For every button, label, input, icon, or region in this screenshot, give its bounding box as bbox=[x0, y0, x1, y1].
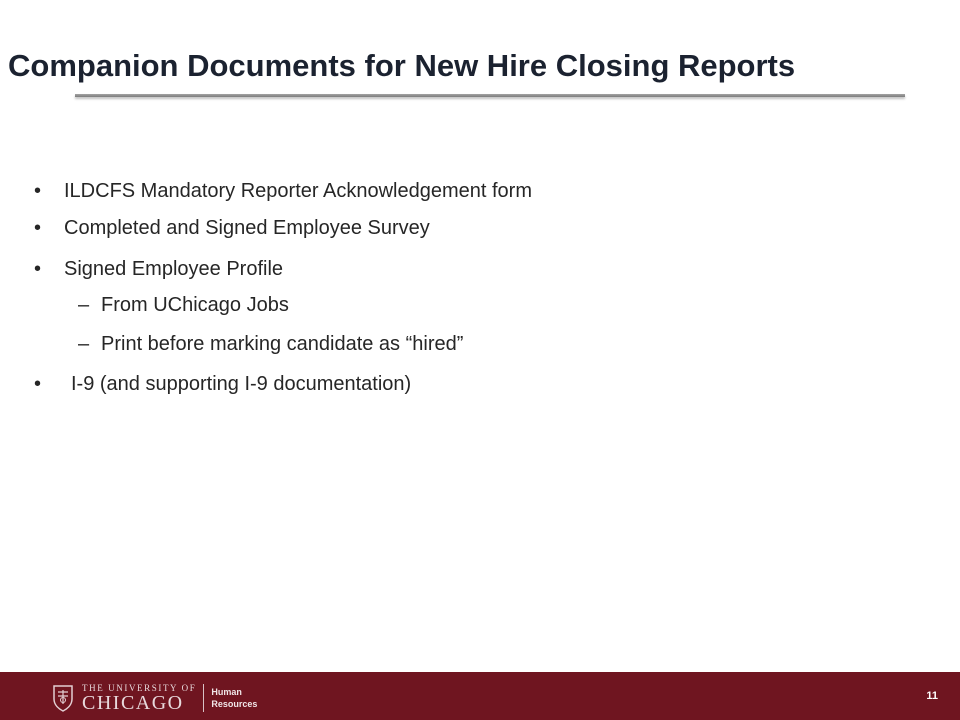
bullet-text: I-9 (and supporting I-9 documentation) bbox=[71, 373, 412, 395]
bullet-marker: • bbox=[34, 217, 42, 239]
logo-divider bbox=[203, 684, 204, 712]
bullet-text: Signed Employee Profile bbox=[64, 258, 284, 280]
page-number: 11 bbox=[926, 690, 938, 702]
footer-bar bbox=[0, 672, 960, 720]
department-line-2: Resources bbox=[211, 699, 258, 709]
department-name bbox=[211, 686, 257, 710]
university-logo bbox=[52, 682, 257, 714]
sub-bullet-marker: – bbox=[78, 333, 90, 355]
bullet-text: ILDCFS Mandatory Reporter Acknowledgement form bbox=[64, 180, 532, 202]
sub-bullet-text: From UChicago Jobs bbox=[101, 294, 289, 316]
bullet-marker: • bbox=[34, 258, 42, 280]
logo-big-text: CHICAGO bbox=[82, 692, 184, 714]
department-line-1: Human bbox=[211, 687, 242, 697]
slide-title: Companion Documents for New Hire Closing Reports bbox=[8, 48, 796, 83]
sub-bullet-marker: – bbox=[78, 294, 90, 316]
bullet-text: Completed and Signed Employee Survey bbox=[64, 217, 430, 239]
sub-bullet-text: Print before marking candidate as “hired” bbox=[101, 333, 464, 355]
bullet-marker: • bbox=[34, 180, 42, 202]
university-wordmark bbox=[82, 683, 196, 713]
logo-small-text: THE UNIVERSITY OF bbox=[82, 683, 197, 693]
bullet-marker: • bbox=[34, 373, 42, 395]
university-crest-icon bbox=[52, 684, 74, 712]
